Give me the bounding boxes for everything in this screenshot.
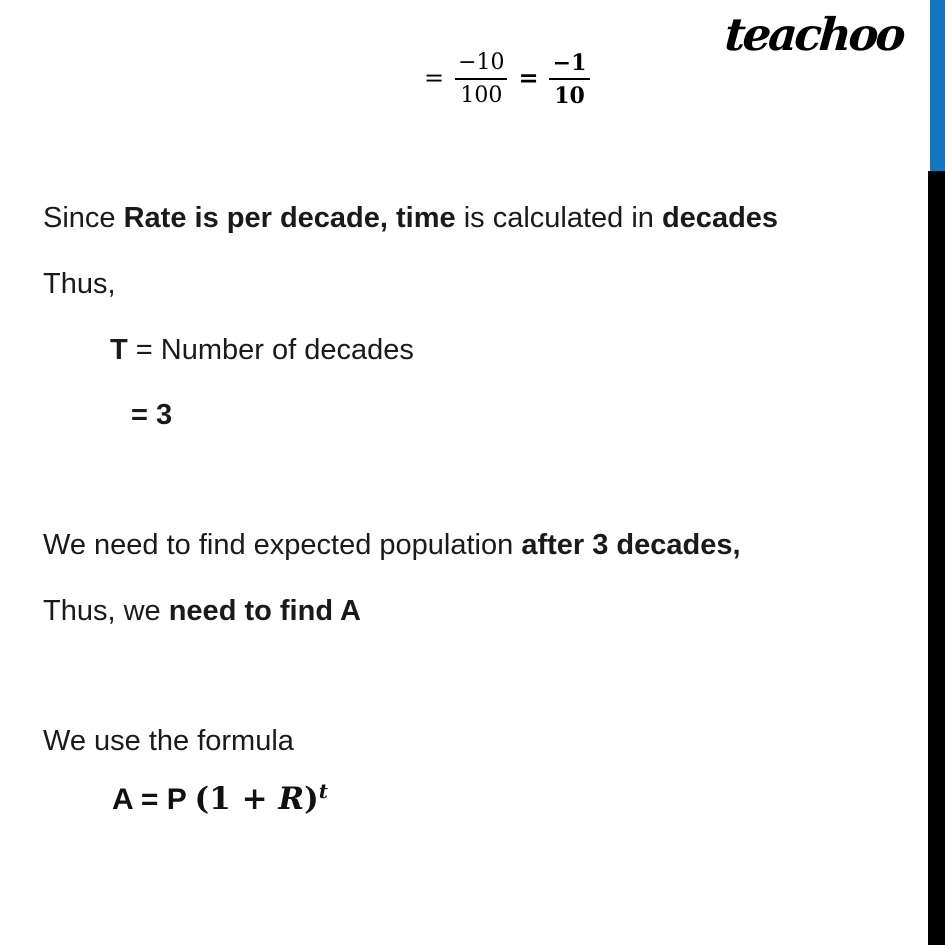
text-segment-bold: decades	[661, 202, 779, 234]
text-line-rate-per-decade	[43, 203, 778, 235]
text-line-we-use-formula	[43, 726, 294, 758]
formula-group-close: )	[304, 781, 319, 817]
text-segment: = Number of decades	[127, 334, 414, 366]
fraction-denominator: 10	[549, 78, 590, 109]
formula-variable-r: R	[278, 781, 305, 817]
text-segment: We need to find expected population	[43, 529, 522, 561]
text-line-expected-population	[43, 530, 741, 562]
compound-interest-formula	[112, 779, 329, 817]
fraction-neg10-over-100	[453, 50, 509, 109]
text-segment-bold: = 3	[131, 399, 173, 431]
text-segment-bold: Rate is per decade, time	[123, 202, 456, 234]
fraction-denominator: 100	[455, 78, 507, 109]
text-segment: We use the formula	[43, 725, 294, 757]
text-line-need-to-find-a	[43, 596, 361, 628]
text-segment-bold: need to find A	[168, 595, 361, 627]
text-line-thus	[43, 269, 116, 301]
accent-bar-black	[928, 171, 945, 945]
teachoo-logo: teachoo	[723, 8, 905, 61]
equals-sign: =	[424, 64, 445, 92]
text-segment: Thus,	[43, 268, 116, 300]
fraction-equation	[424, 50, 591, 109]
accent-bar-blue	[930, 0, 945, 171]
formula-group-open: (1 +	[194, 781, 279, 817]
text-line-t-definition	[110, 335, 414, 367]
text-line-t-value	[131, 400, 172, 432]
formula-exponent-t: t	[318, 779, 329, 803]
equals-sign: =	[518, 63, 539, 92]
formula-prefix: A = P	[112, 783, 195, 816]
fraction-numerator: −1	[552, 50, 587, 76]
text-segment: is calculated in	[455, 202, 662, 234]
text-segment: Since	[43, 202, 124, 234]
text-segment-bold: after 3 decades,	[521, 529, 741, 561]
text-segment: Thus, we	[43, 595, 169, 627]
text-segment-bold: T	[110, 334, 128, 366]
fraction-numerator: −10	[458, 50, 505, 75]
fraction-neg1-over-10	[548, 50, 592, 109]
